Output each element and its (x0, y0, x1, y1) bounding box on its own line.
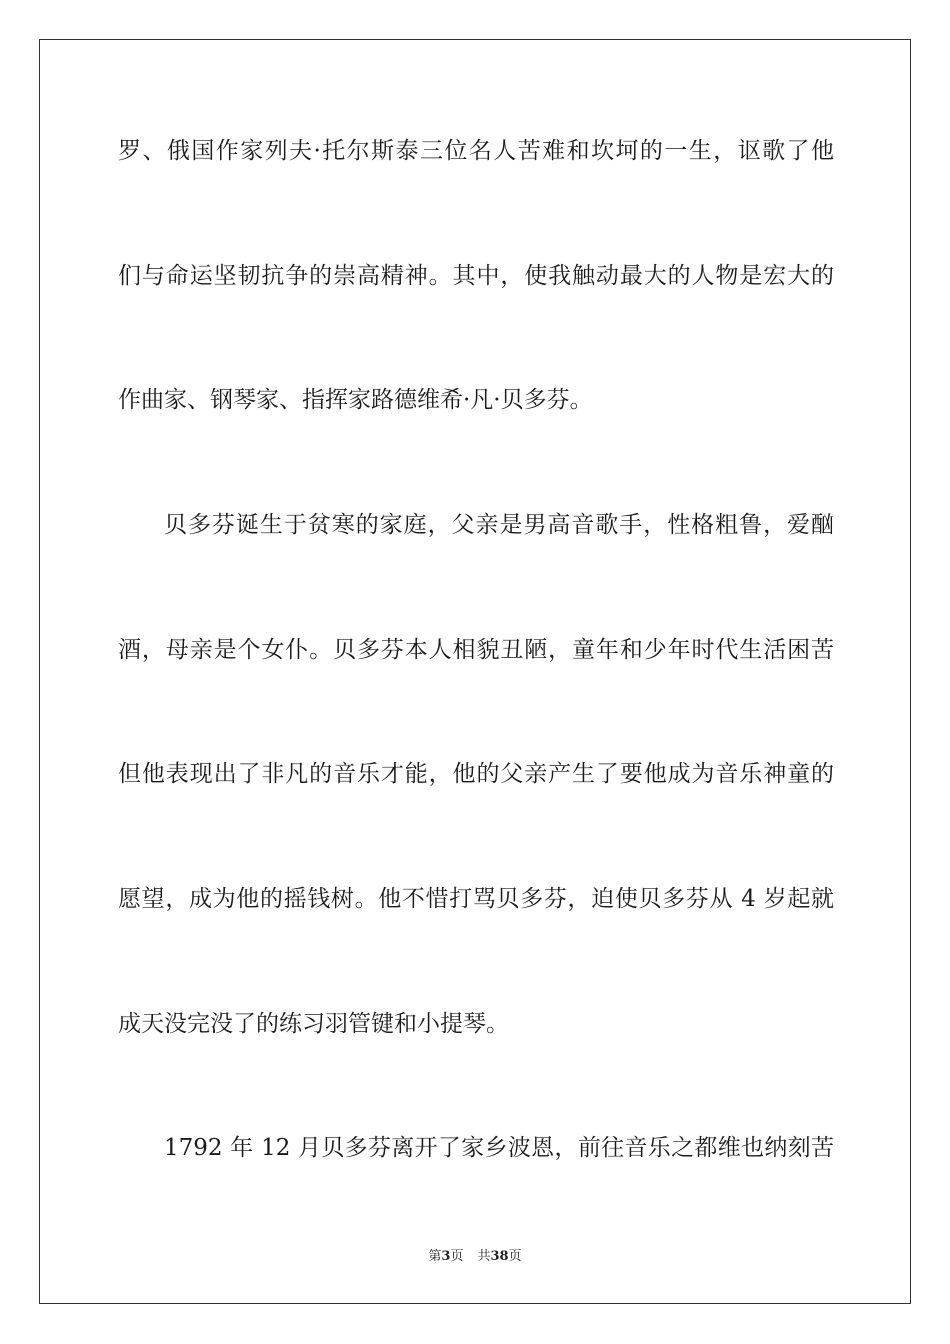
footer-page-suffix: 页 (450, 1249, 464, 1264)
footer-page-number: 3 (441, 1249, 451, 1264)
footer-total-suffix: 页 (508, 1249, 522, 1264)
text-line-9-paragraph-start: 1792 年 12 月贝多芬离开了家乡波恩，前往音乐之都维也纳刻苦 (164, 1135, 834, 1161)
page-border (39, 39, 911, 1304)
page-footer (0, 1248, 950, 1266)
footer-total-prefix: 共 (477, 1249, 491, 1264)
text-line-6: 但他表现出了非凡的音乐才能，他的父亲产生了要他成为音乐神童的 (118, 761, 834, 787)
text-line-4-paragraph-start: 贝多芬诞生于贫寒的家庭，父亲是男高音歌手，性格粗鲁，爱酗 (164, 512, 834, 538)
text-line-5: 酒，母亲是个女仆。贝多芬本人相貌丑陋，童年和少年时代生活困苦 (118, 637, 834, 663)
text-line-7: 愿望，成为他的摇钱树。他不惜打骂贝多芬，迫使贝多芬从 4 岁起就 (118, 886, 834, 912)
footer-page-prefix: 第 (428, 1249, 442, 1264)
text-line-1: 罗、俄国作家列夫·托尔斯泰三位名人苦难和坎坷的一生，讴歌了他 (118, 138, 834, 164)
text-line-3: 作曲家、钢琴家、指挥家路德维希·凡·贝多芬。 (118, 387, 593, 413)
text-line-2: 们与命运坚韧抗争的崇高精神。其中，使我触动最大的人物是宏大的 (118, 263, 834, 289)
text-line-8: 成天没完没了的练习羽管键和小提琴。 (118, 1011, 509, 1037)
footer-total-pages: 38 (490, 1249, 509, 1264)
